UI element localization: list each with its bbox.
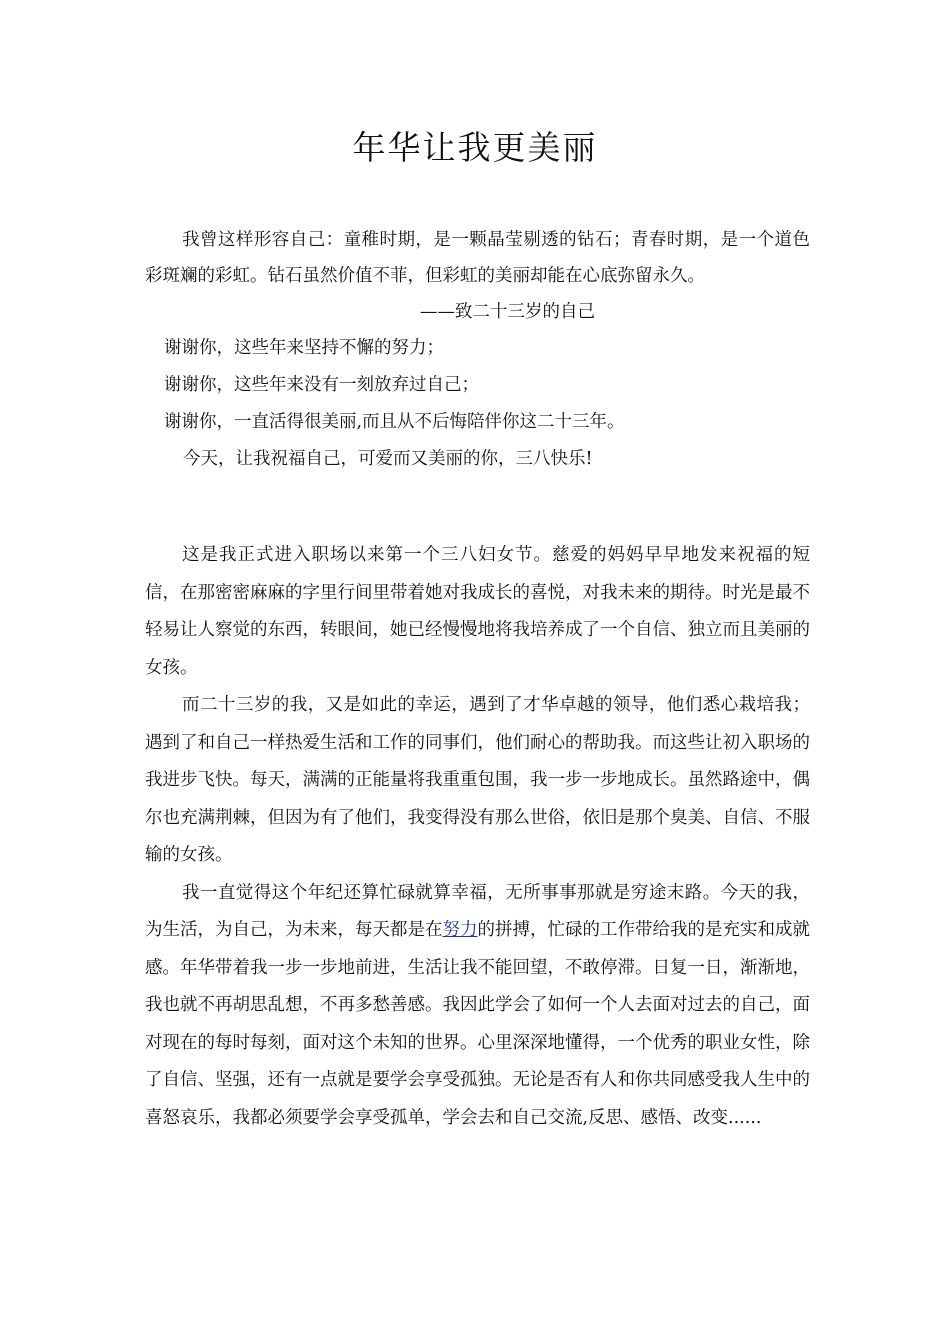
poem-signature: ——致二十三岁的自己 [420,302,595,322]
essay-paragraph-2: 而二十三岁的我，又是如此的幸运，遇到了才华卓越的领导，他们悉心栽培我；遇到了和自己一样热爱生活和工作的同事们，他们耐心的帮助我。而这些让初入职场的我进步飞快。每天，满满的正能量将我重重包围，我一步一步地成长。虽然路途中，偶尔也充满荆棘，但因为有了他们，我变得没有那么世俗，依旧是那个臭美、自信、不服输的女孩。 [145,695,810,865]
essay-paragraph-3-end: 的拼搏，忙碌的工作带给我的是充实和成就感。年华带着我一步一步地前进，生活让我不能回望，不敢停滞。日复一日，渐渐地，我也就不再胡思乱想，不再多愁善感。我因此学会了如何一个人去面对过去的自己，面对现在的每时每刻，面对这个未知的世界。心里深深地懂得，一个优秀的职业女性，除了自信、坚强，还有一点就是要学会享受孤独。无论是否有人和你共同感受我人生中的喜怒哀乐，我都必须要学会享受孤单，学会去和自己交流,反思、感悟、改变...... [145,920,810,1128]
essay-paragraph-1: 这是我正式进入职场以来第一个三八妇女节。慈爱的妈妈早早地发来祝福的短信，在那密密麻麻的字里行间里带着她对我成长的喜悦，对我未来的期待。时光是最不轻易让人察觉的东西，转眼间，她已经慢慢地将我培养成了一个自信、独立而且美丽的女孩。 [145,545,810,678]
thanks-line-2: 谢谢你，这些年来没有一刻放弃过自己； [164,375,479,395]
poem-section [145,222,810,478]
effort-link[interactable]: 努力 [442,920,478,940]
essay-paragraph-3-start: 我一直觉得这个年纪还算忙碌就算幸福，无所事事那就是穷途末路。今天的我，为生活，为自己，为未来，每天都是在 [145,882,810,940]
essay-section [145,537,810,1137]
essay-paragraph-3 [145,875,810,1138]
poem-intro: 我曾这样形容自己：童稚时期，是一颗晶莹剔透的钻石；青春时期，是一个道色彩斑斓的彩虹。钻石虽然价值不菲，但彩虹的美丽却能在心底弥留永久。 [145,230,810,286]
thanks-line-1: 谢谢你，这些年来坚持不懈的努力； [164,338,444,358]
thanks-line-3: 谢谢你，一直活得很美丽,而且从不后悔陪伴你这二十三年。 [164,412,625,432]
page-title: 年华让我更美丽 [352,128,598,167]
poem-today-line: 今天，让我祝福自己，可爱而又美丽的你，三八快乐! [183,449,593,469]
